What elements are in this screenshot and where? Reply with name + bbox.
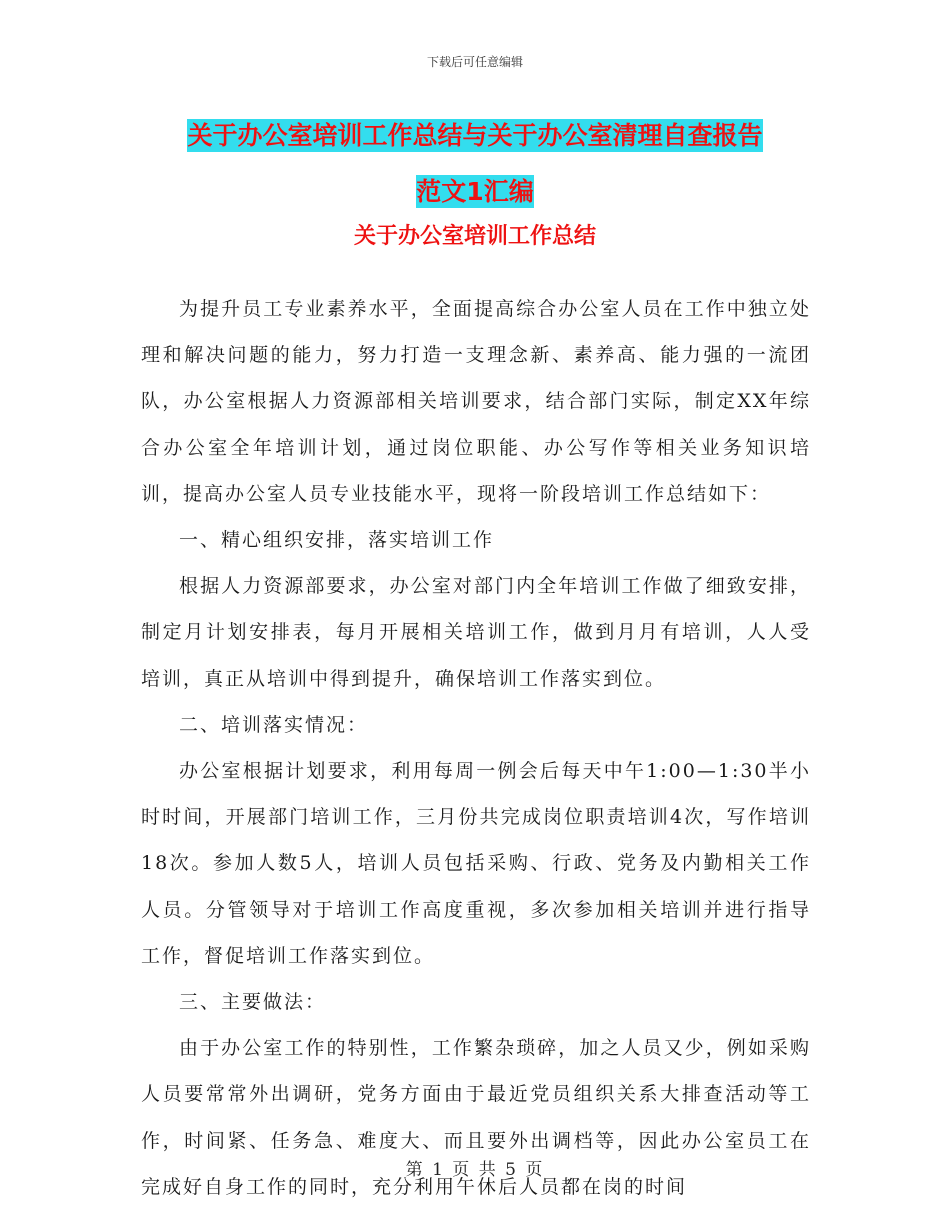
subheading: 二、培训落实情况： [179,713,369,736]
header-note: 下载后可任意编辑 [426,55,523,69]
page-footer: 第 1 页 共 5 页 [405,1160,545,1180]
document-title-line-1: 关于办公室培训工作总结与关于办公室清理自查报告 [187,121,763,150]
body-text [141,286,811,1210]
document-title-line-2: 范文1汇编 [416,177,534,206]
subheading: 一、精心组织安排，落实培训工作 [179,529,495,552]
paragraph: 为提升员工专业素养水平，全面提高综合办公室人员在工作中独立处理和解决问题的能力，努力打造一支理念新、素养高、能力强的一流团队，办公室根据人力资源部相关培训要求，结合部门实际，制定XX年综合办公室全年培训计划，通过岗位职能、办公写作等相关业务知识培训，提高办公室人员专业技能水平，现将一阶段培训工作总结如下： [141,298,811,505]
section-title: 关于办公室培训工作总结 [353,224,596,249]
document-title [140,108,810,220]
subheading: 三、主要做法： [179,991,327,1014]
paragraph: 办公室根据计划要求，利用每周一例会后每天中午1:00—1:30半小时时间，开展部门培训工作，三月份共完成岗位职责培训4次，写作培训18次。参加人数5人，培训人员包括采购、行政、党务及内勤相关工作人员。分管领导对于培训工作高度重视，多次参加相关培训并进行指导工作，督促培训工作落实到位。 [141,760,811,967]
paragraph: 根据人力资源部要求，办公室对部门内全年培训工作做了细致安排，制定月计划安排表，每月开展相关培训工作，做到月月有培训，人人受培训，真正从培训中得到提升，确保培训工作落实到位。 [141,575,811,690]
paragraph: 由于办公室工作的特别性，工作繁杂琐碎，加之人员又少，例如采购人员要常常外出调研，党务方面由于最近党员组织关系大排查活动等工作，时间紧、任务急、难度大、而且要外出调档等，因此办公室员工在完成好自身工作的同时，充分利用午休后人员都在岗的时间 [141,1037,811,1198]
